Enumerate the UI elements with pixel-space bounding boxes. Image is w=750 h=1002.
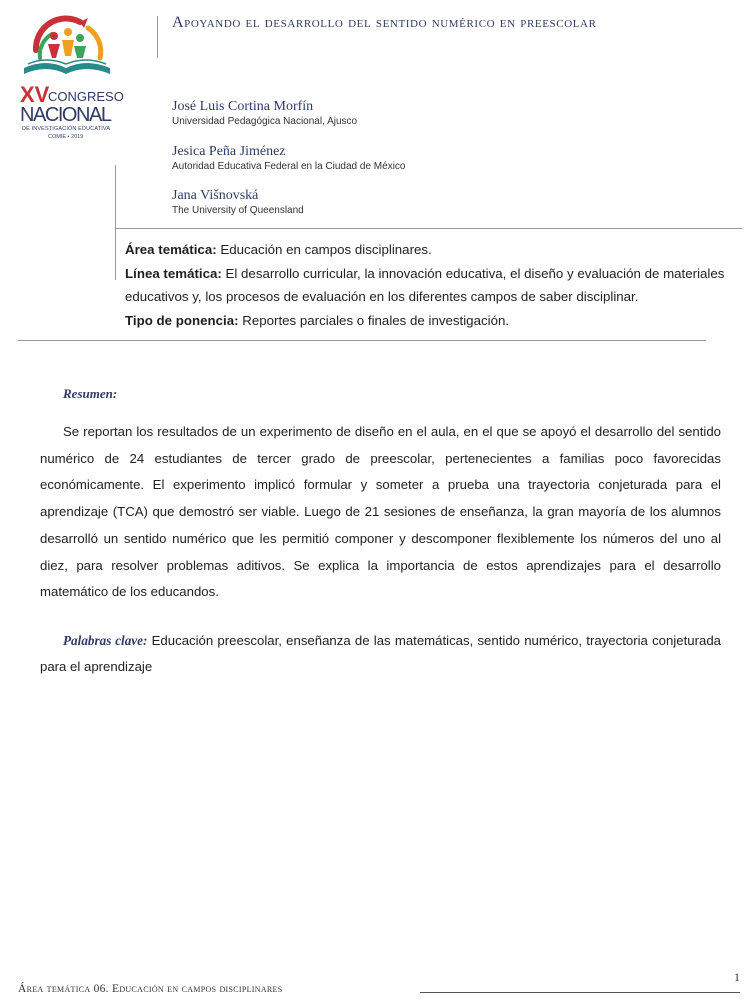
linea-label: Línea temática:	[125, 265, 222, 281]
linea-value: El desarrollo curricular, la innovación educativa, el diseño y evaluación de materiales educativos y, los procesos de evaluación en los diferentes campos de saber disciplinar.	[125, 265, 725, 304]
svg-text:NACIONAL: NACIONAL	[20, 104, 112, 126]
author-1	[172, 98, 357, 128]
meta-bottom-rule	[18, 340, 706, 341]
page-number: 1	[734, 970, 740, 984]
linea-row	[125, 262, 735, 309]
keywords-text: Educación preescolar, enseñanza de las matemáticas, sentido numérico, trayectoria conjeturada para el aprendizaje	[40, 633, 721, 674]
author-institution: Universidad Pedagógica Nacional, Ajusco	[172, 116, 358, 127]
footer-area: Área temática 06. Educación en campos disciplinares	[18, 983, 283, 995]
footer-rule	[420, 992, 740, 993]
author-3	[172, 187, 304, 217]
abstract-heading: Resumen:	[63, 386, 118, 401]
author-institution: Autoridad Educativa Federal en la Ciudad de México	[172, 161, 406, 172]
tipo-row	[125, 309, 735, 333]
author-2	[172, 143, 405, 173]
area-label: Área temática:	[125, 242, 217, 257]
area-value: Educación en campos disciplinares.	[220, 242, 432, 257]
svg-text:CONGRESO: CONGRESO	[48, 89, 124, 104]
author-name: Jesica Peña Jiménez	[172, 144, 286, 159]
svg-text:XV: XV	[20, 82, 50, 107]
author-name: José Luis Cortina Morfín	[172, 99, 314, 114]
thematic-info	[125, 238, 735, 332]
keywords-label: Palabras clave:	[63, 633, 148, 648]
paper-title: Apoyando el desarrollo del sentido numérico en preescolar	[172, 14, 597, 31]
keywords-paragraph	[40, 628, 721, 680]
author-name: Jana Višnovská	[172, 188, 259, 203]
tipo-value: Reportes parciales o finales de investigación.	[242, 312, 510, 328]
meta-top-rule	[115, 228, 742, 229]
area-row	[125, 238, 735, 262]
abstract-text: Se reportan los resultados de un experimento de diseño en el aula, en el que se apoyó el desarrollo del sentido numérico de 24 estudiantes de tercer grado de preescolar, pertenecientes a familias poco favorecidas económicamente. El experimento implicó formular y someter a prueba una trayectoria conjeturada para el aprendizaje (TCA) que demostró ser viable. Luego de 21 sesiones de enseñanza, la gran mayoría de los alumnos desarrolló un sentido numérico que les permitió componer y descomponer flexiblemente los números del uno al diez, para resolver problemas aditivos. Se explica la importancia de estos aprendizajes para el desarrollo matemático de los educandos.	[40, 424, 721, 600]
header-divider	[157, 16, 158, 58]
congress-logo	[18, 10, 124, 142]
tipo-label: Tipo de ponencia:	[125, 312, 239, 328]
congress-emblem	[18, 10, 124, 142]
svg-text:DE INVESTIGACIÓN EDUCATIVA: DE INVESTIGACIÓN EDUCATIVA	[22, 126, 110, 132]
authors-divider	[115, 165, 116, 280]
author-institution: The University of Queensland	[172, 205, 304, 216]
svg-text:COMIE • 2019: COMIE • 2019	[48, 134, 84, 140]
